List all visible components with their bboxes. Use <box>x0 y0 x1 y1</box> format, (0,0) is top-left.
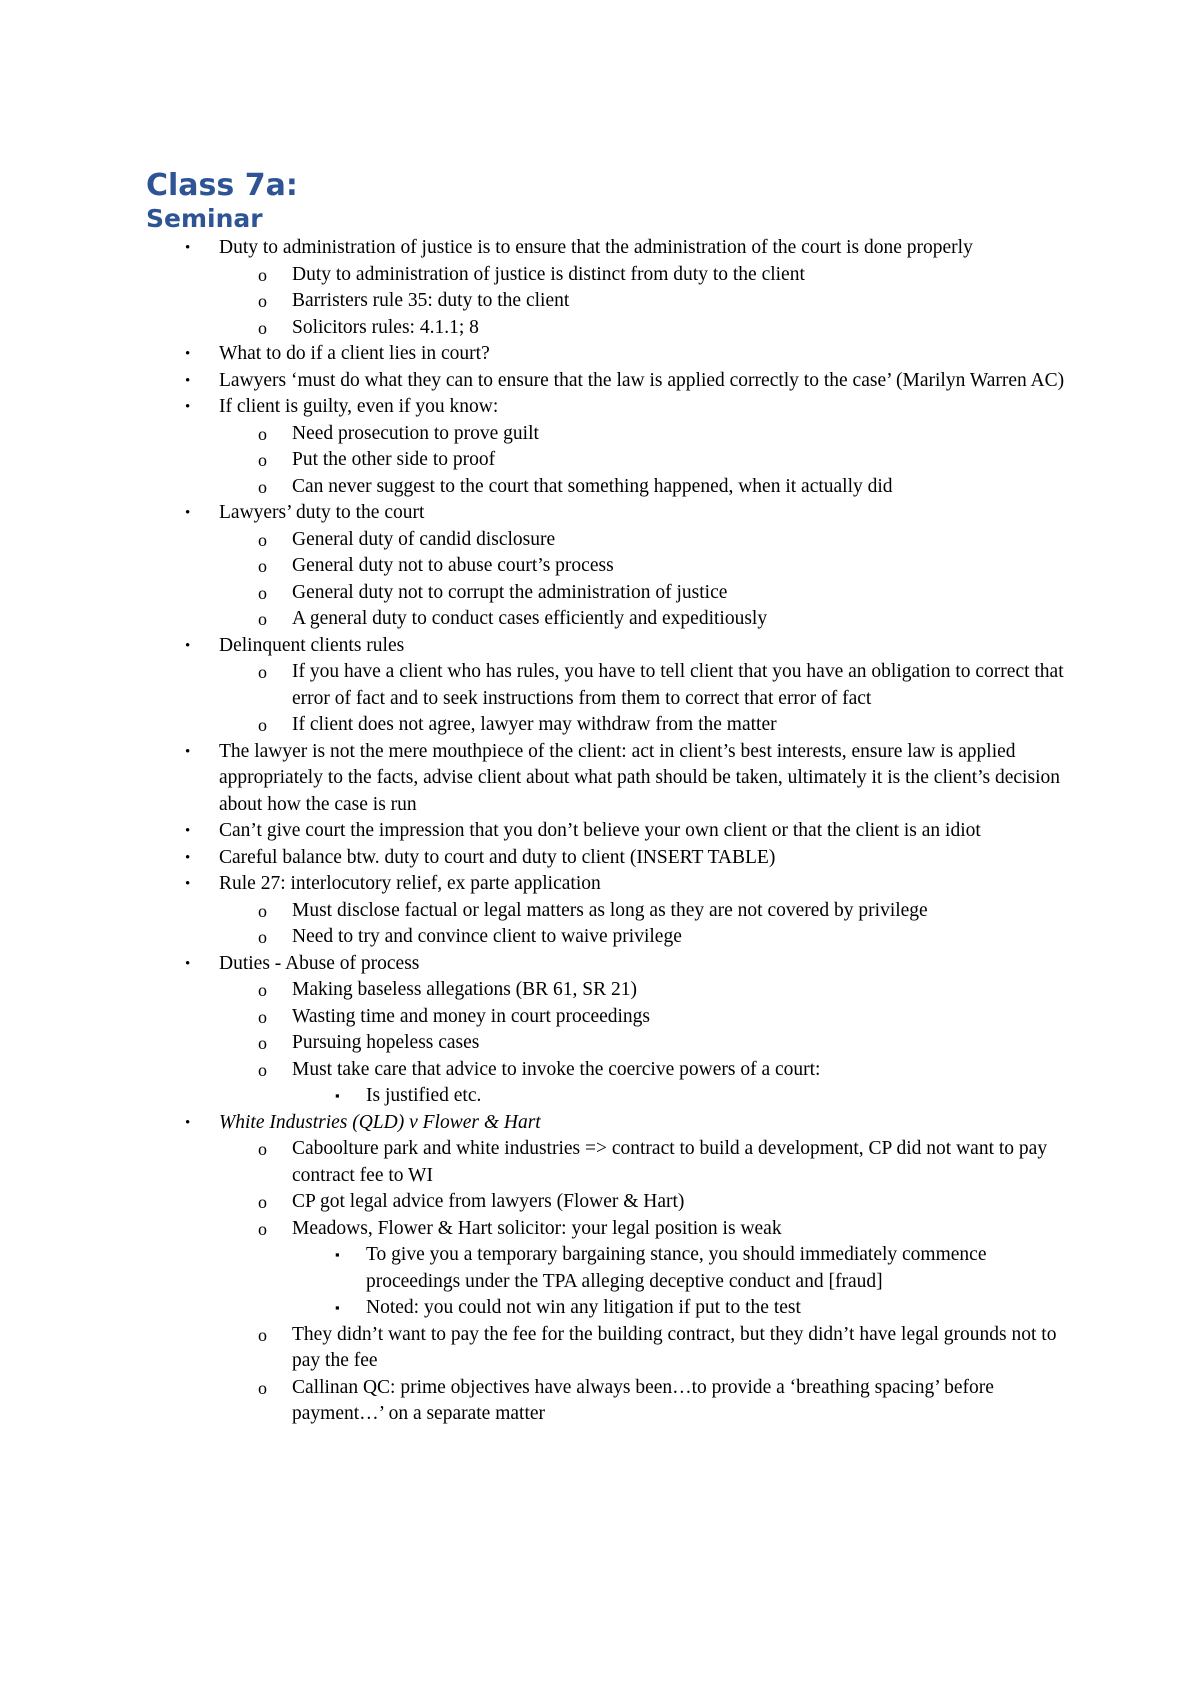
list-item <box>146 845 1076 872</box>
list-item-text: The lawyer is not the mere mouthpiece of the client: act in client’s best interests, ensure law is applied appropriately to the facts, advise client about what path should be taken, ultimately it is the client’s decision about how the case is run <box>219 740 1060 815</box>
list-item <box>146 368 1076 395</box>
list-item-text: Solicitors rules: 4.1.1; 8 <box>292 316 479 338</box>
list-item <box>146 288 1076 315</box>
list-item <box>146 924 1076 951</box>
list-item-text: Meadows, Flower & Hart solicitor: your legal position is weak <box>292 1217 782 1239</box>
list-item <box>146 1322 1076 1375</box>
list-item-text: Must take care that advice to invoke the coercive powers of a court: <box>292 1058 821 1080</box>
circle-bullet-icon: o <box>258 900 267 921</box>
list-item-text: Can never suggest to the court that something happened, when it actually did <box>292 475 893 497</box>
list-item <box>146 898 1076 925</box>
bullet-icon: • <box>185 399 191 415</box>
list-item-text: Noted: you could not win any litigation if put to the test <box>366 1297 801 1318</box>
circle-bullet-icon: o <box>258 1192 267 1212</box>
bullet-icon: • <box>185 240 191 256</box>
section-heading: Seminar <box>146 204 263 233</box>
page-title: Class 7a: <box>146 168 298 203</box>
list-item <box>146 659 1076 712</box>
list-item-text: If client does not agree, lawyer may withdraw from the matter <box>292 714 777 735</box>
circle-bullet-icon: o <box>258 476 267 497</box>
bullet-icon: • <box>185 849 191 866</box>
circle-bullet-icon: o <box>258 662 267 682</box>
list-item-text: They didn’t want to pay the fee for the building contract, but they didn’t have legal grounds not to pay the fee <box>292 1323 1057 1371</box>
list-item <box>146 1110 1076 1137</box>
circle-bullet-icon: o <box>258 980 267 1000</box>
list-item <box>146 977 1076 1004</box>
list-item <box>146 1189 1076 1216</box>
list-item-text: Making baseless allegations (BR 61, SR 21) <box>292 979 638 1000</box>
circle-bullet-icon: o <box>258 1218 267 1239</box>
bullet-icon: • <box>185 372 191 389</box>
list-item <box>146 712 1076 739</box>
circle-bullet-icon: o <box>258 715 267 735</box>
list-item <box>146 341 1076 368</box>
list-item <box>146 1295 1076 1322</box>
list-item <box>146 553 1076 580</box>
list-item-text: Callinan QC: prime objectives have always been…to provide a ‘breathing spacing’ before payment…’ on a separate matter <box>292 1376 994 1424</box>
list-item-text: If client is guilty, even if you know: <box>219 396 499 417</box>
list-item-text: Is justified etc. <box>366 1085 482 1106</box>
list-item <box>146 421 1076 448</box>
square-bullet-icon: ▪ <box>335 1300 340 1315</box>
list-item-text: Careful balance btw. duty to court and duty to client (INSERT TABLE) <box>219 846 776 868</box>
list-item <box>146 474 1076 501</box>
list-item-text: A general duty to conduct cases efficiently and expeditiously <box>292 608 768 629</box>
list-item-text: Put the other side to proof <box>292 449 496 470</box>
list-item <box>146 1004 1076 1031</box>
circle-bullet-icon: o <box>258 1006 267 1027</box>
bullet-icon: • <box>185 955 191 972</box>
bullet-icon: • <box>185 823 191 839</box>
list-item <box>146 818 1076 845</box>
list-item-text: Caboolture park and white industries => contract to build a development, CP did not want to pay contract fee to WI <box>292 1138 1048 1186</box>
list-item <box>146 262 1076 289</box>
circle-bullet-icon: o <box>258 423 267 444</box>
bullet-icon: • <box>185 876 191 892</box>
list-item-text: Rule 27: interlocutory relief, ex parte application <box>219 873 601 894</box>
circle-bullet-icon: o <box>258 927 267 947</box>
list-item <box>146 235 1076 262</box>
list-item-text: Pursuing hopeless cases <box>292 1032 480 1053</box>
list-item <box>146 633 1076 660</box>
square-bullet-icon: ▪ <box>335 1088 340 1103</box>
circle-bullet-icon: o <box>258 529 267 550</box>
list-item <box>146 315 1076 342</box>
circle-bullet-icon: o <box>258 609 267 629</box>
circle-bullet-icon: o <box>258 1139 267 1159</box>
bullet-icon: • <box>185 743 191 760</box>
list-item <box>146 1375 1076 1428</box>
list-item <box>146 739 1076 819</box>
notes-list <box>146 235 1076 1428</box>
list-item <box>146 1083 1076 1110</box>
list-item-text: Lawyers ‘must do what they can to ensure that the law is applied correctly to the case’ (Marilyn Warren AC) <box>219 369 1065 391</box>
list-item-text: Duties - Abuse of process <box>219 952 420 974</box>
list-item-text: Lawyers’ duty to the court <box>219 502 425 523</box>
list-item-text: CP got legal advice from lawyers (Flower & Hart) <box>292 1191 685 1212</box>
document-body <box>146 168 1076 1428</box>
circle-bullet-icon: o <box>258 1033 267 1053</box>
circle-bullet-icon: o <box>258 317 267 338</box>
circle-bullet-icon: o <box>258 450 267 470</box>
circle-bullet-icon: o <box>258 291 267 311</box>
square-bullet-icon: ▪ <box>335 1247 340 1262</box>
bullet-icon: • <box>185 346 191 362</box>
list-item <box>146 606 1076 633</box>
circle-bullet-icon: o <box>258 1059 267 1080</box>
circle-bullet-icon: o <box>258 556 267 576</box>
list-item-text: General duty not to corrupt the administration of justice <box>292 581 728 603</box>
circle-bullet-icon: o <box>258 1377 267 1398</box>
bullet-icon: • <box>185 1114 191 1131</box>
list-item <box>146 951 1076 978</box>
list-item-text: Wasting time and money in court proceedings <box>292 1005 651 1027</box>
list-item <box>146 1216 1076 1243</box>
list-item <box>146 500 1076 527</box>
list-item <box>146 1057 1076 1084</box>
list-item-text: Can’t give court the impression that you don’t believe your own client or that the client is an idiot <box>219 820 981 841</box>
list-item-text: White Industries (QLD) v Flower & Hart <box>219 1111 541 1133</box>
list-item-text: Need prosecution to prove guilt <box>292 422 539 444</box>
list-item-text: If you have a client who has rules, you have to tell client that you have an obligation to correct that error of fact and to seek instructions from them to correct that error of fact <box>292 661 1064 709</box>
list-item <box>146 1242 1076 1295</box>
bullet-icon: • <box>185 637 191 654</box>
list-item-text: Duty to administration of justice is distinct from duty to the client <box>292 263 805 285</box>
list-item <box>146 394 1076 421</box>
circle-bullet-icon: o <box>258 1324 267 1345</box>
list-item <box>146 1030 1076 1057</box>
list-item-text: Barristers rule 35: duty to the client <box>292 290 570 311</box>
list-item-text: Delinquent clients rules <box>219 634 405 656</box>
list-item <box>146 580 1076 607</box>
circle-bullet-icon: o <box>258 264 267 285</box>
list-item-text: To give you a temporary bargaining stance, you should immediately commence proceedings under the TPA alleging deceptive conduct and [fraud] <box>366 1244 987 1292</box>
bullet-icon: • <box>185 505 191 521</box>
list-item <box>146 527 1076 554</box>
list-item-text: What to do if a client lies in court? <box>219 343 490 364</box>
list-item-text: Need to try and convince client to waive privilege <box>292 926 682 947</box>
list-item-text: General duty of candid disclosure <box>292 528 556 550</box>
list-item-text: Must disclose factual or legal matters as long as they are not covered by privilege <box>292 899 928 921</box>
circle-bullet-icon: o <box>258 582 267 603</box>
list-item <box>146 447 1076 474</box>
list-item <box>146 1136 1076 1189</box>
list-item <box>146 871 1076 898</box>
list-item-text: Duty to administration of justice is to ensure that the administration of the court is done properly <box>219 237 973 258</box>
list-item-text: General duty not to abuse court’s process <box>292 555 614 576</box>
